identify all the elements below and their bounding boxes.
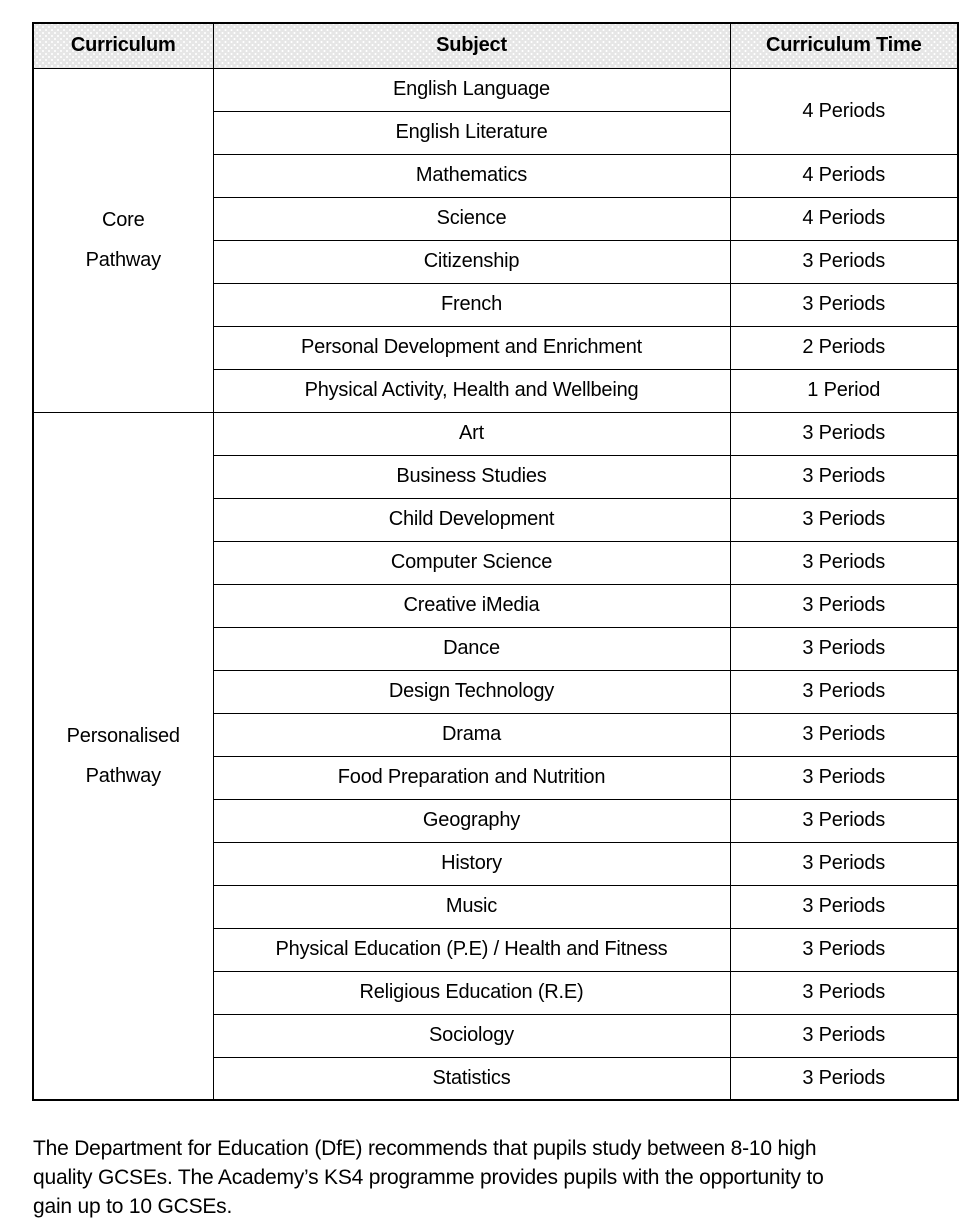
time-cell: 3 Periods: [730, 498, 958, 541]
subject-cell: English Language: [213, 68, 730, 111]
header-curriculum: Curriculum: [33, 23, 213, 68]
subject-cell: Sociology: [213, 1014, 730, 1057]
subject-cell: Drama: [213, 713, 730, 756]
time-cell: 3 Periods: [730, 971, 958, 1014]
pathway-label-line: Personalised: [66, 724, 180, 747]
subject-cell: Food Preparation and Nutrition: [213, 756, 730, 799]
subject-cell: Art: [213, 412, 730, 455]
time-cell: 3 Periods: [730, 283, 958, 326]
subject-cell: Religious Education (R.E): [213, 971, 730, 1014]
time-cell: 3 Periods: [730, 713, 958, 756]
subject-cell: Physical Activity, Health and Wellbeing: [213, 369, 730, 412]
subject-cell: History: [213, 842, 730, 885]
time-cell: 1 Period: [730, 369, 958, 412]
time-cell: 3 Periods: [730, 885, 958, 928]
footer-note: [33, 1134, 976, 1221]
subject-cell: Child Development: [213, 498, 730, 541]
time-cell: 3 Periods: [730, 240, 958, 283]
table-row: [33, 412, 958, 455]
time-cell: 3 Periods: [730, 1057, 958, 1100]
subject-cell: Personal Development and Enrichment: [213, 326, 730, 369]
pathway-label-line: Pathway: [85, 764, 161, 787]
subject-cell: Citizenship: [213, 240, 730, 283]
time-cell: 3 Periods: [730, 412, 958, 455]
subject-cell: Science: [213, 197, 730, 240]
subject-cell: English Literature: [213, 111, 730, 154]
time-cell: 3 Periods: [730, 1014, 958, 1057]
subject-cell: Computer Science: [213, 541, 730, 584]
time-cell: 2 Periods: [730, 326, 958, 369]
subject-cell: Music: [213, 885, 730, 928]
time-cell: 3 Periods: [730, 455, 958, 498]
pathway-cell-core: [33, 68, 213, 412]
time-cell: 3 Periods: [730, 756, 958, 799]
subject-cell: French: [213, 283, 730, 326]
subject-cell: Statistics: [213, 1057, 730, 1100]
table-row: [33, 68, 958, 111]
subject-cell: Mathematics: [213, 154, 730, 197]
subject-cell: Business Studies: [213, 455, 730, 498]
time-cell: 4 Periods: [730, 197, 958, 240]
time-cell: 3 Periods: [730, 670, 958, 713]
pathway-label-line: Core: [101, 209, 145, 231]
subject-cell: Design Technology: [213, 670, 730, 713]
subject-cell: Dance: [213, 627, 730, 670]
header-curriculum-time: Curriculum Time: [730, 23, 958, 68]
time-cell: 3 Periods: [730, 928, 958, 971]
time-cell: 3 Periods: [730, 842, 958, 885]
footer-note-line: gain up to 10 GCSEs.: [33, 1195, 233, 1218]
time-cell: 4 Periods: [730, 68, 958, 154]
header-subject: Subject: [213, 23, 730, 68]
time-cell: 4 Periods: [730, 154, 958, 197]
header-row: [33, 23, 958, 68]
time-cell: 3 Periods: [730, 627, 958, 670]
curriculum-table: [32, 22, 959, 1101]
subject-cell: Physical Education (P.E) / Health and Fitness: [213, 928, 730, 971]
time-cell: 3 Periods: [730, 541, 958, 584]
time-cell: 3 Periods: [730, 584, 958, 627]
subject-cell: Creative iMedia: [213, 584, 730, 627]
footer-note-line: The Department for Education (DfE) recommends that pupils study between 8-10 high: [33, 1137, 817, 1160]
pathway-label-line: Pathway: [85, 249, 161, 271]
time-cell: 3 Periods: [730, 799, 958, 842]
subject-cell: Geography: [213, 799, 730, 842]
footer-note-line: quality GCSEs. The Academy’s KS4 programme provides pupils with the opportunity to: [33, 1166, 824, 1189]
pathway-cell-personalised: [33, 412, 213, 1100]
